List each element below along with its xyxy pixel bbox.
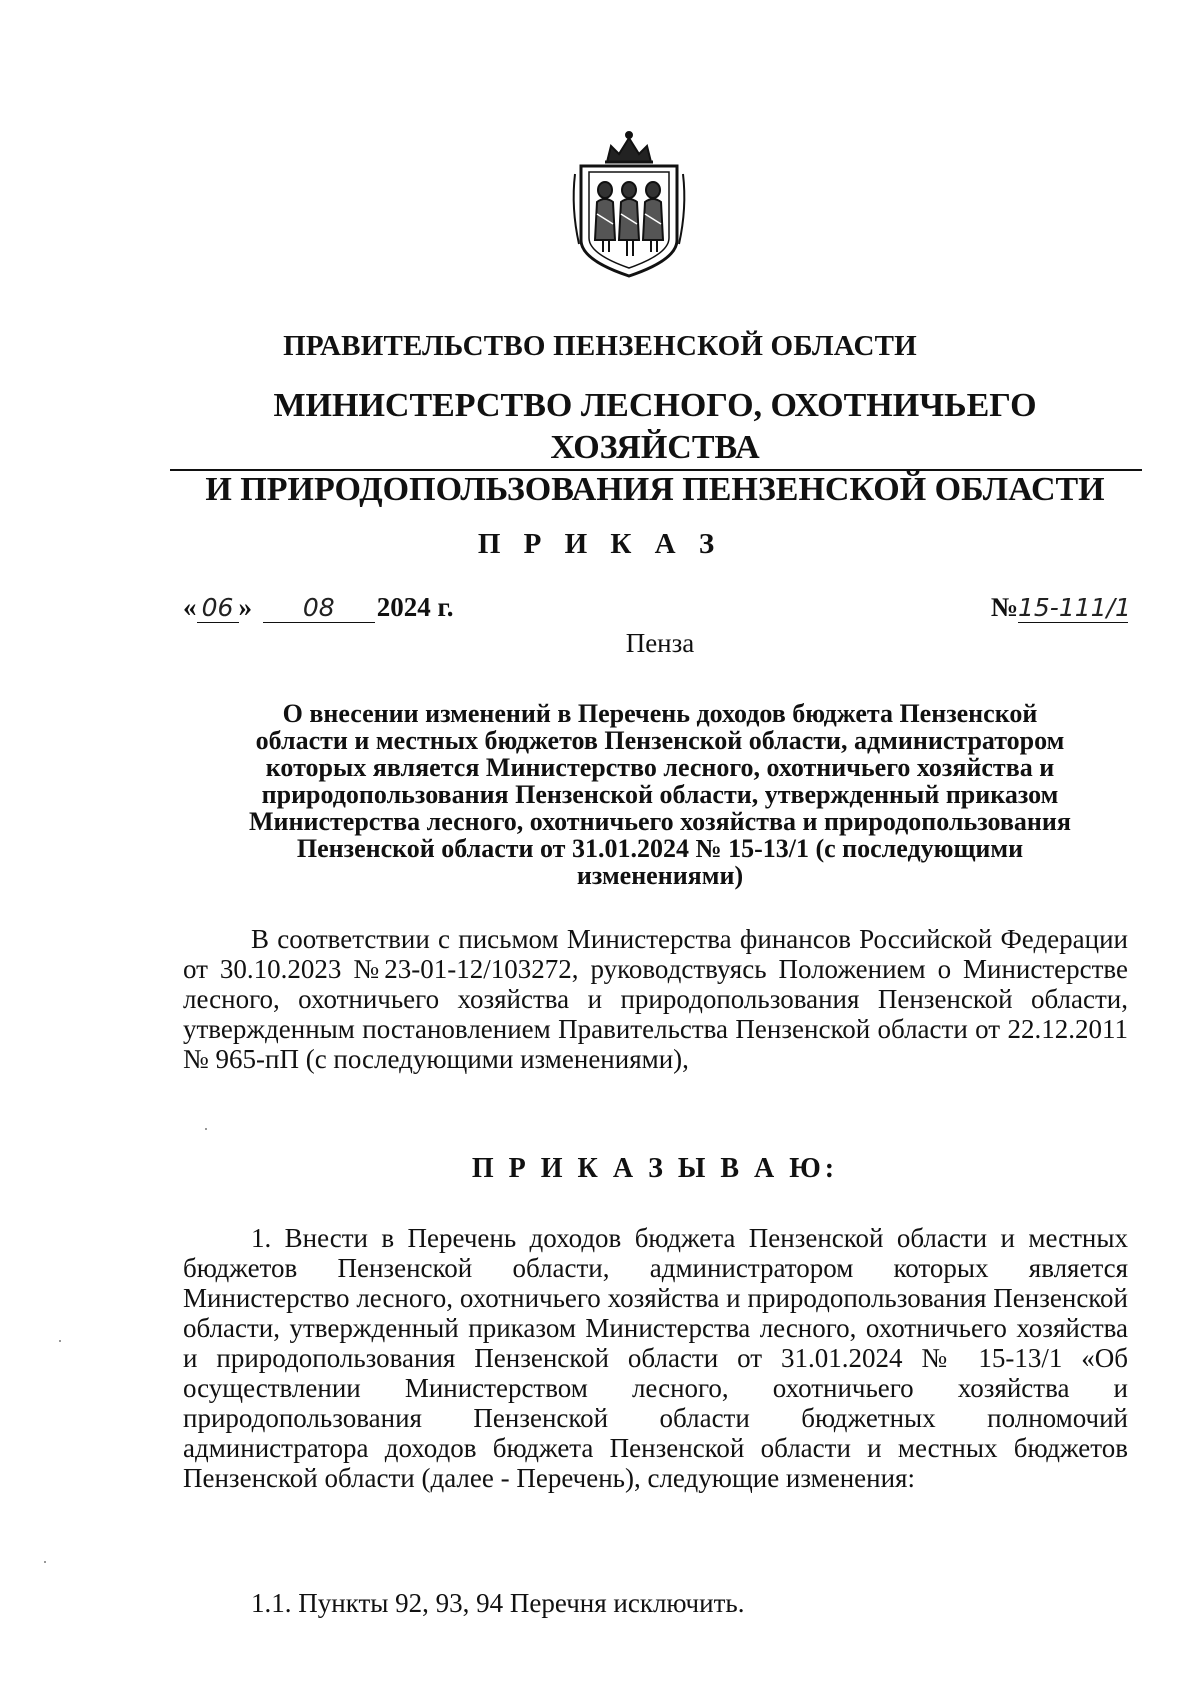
subject-line: области и местных бюджетов Пензенской области, администратором xyxy=(255,726,1065,755)
ministry-title-line-1: МИНИСТЕРСТВО ЛЕСНОГО, ОХОТНИЧЬЕГО ХОЗЯЙСТВА xyxy=(273,387,1037,466)
ministry-title-line-2: И ПРИРОДОПОЛЬЗОВАНИЯ ПЕНЗЕНСКОЙ ОБЛАСТИ xyxy=(205,471,1105,508)
subject-line: Министерства лесного, охотничьего хозяйства и природопользования xyxy=(249,807,1071,836)
document-subject xyxy=(185,700,1135,889)
subject-line: О внесении изменений в Перечень доходов бюджета Пензенской xyxy=(282,699,1038,728)
document-number-label: № xyxy=(990,592,1018,622)
order-item-1-1: 1.1. Пункты 92, 93, 94 Перечня исключить. xyxy=(251,1588,745,1618)
subject-line: которых является Министерство лесного, охотничьего хозяйства и xyxy=(265,753,1055,782)
scan-speck xyxy=(59,1340,61,1342)
ministry-title xyxy=(170,385,1140,511)
document-number xyxy=(990,592,1131,623)
government-title: ПРАВИТЕЛЬСТВО ПЕНЗЕНСКОЙ ОБЛАСТИ xyxy=(283,330,917,362)
order-item-1: 1. Внести в Перечень доходов бюджета Пензенской области и местных бюджетов Пензенской области, администратором которых является Министерство лесного, охотничьего хозяйства и природопользования Пензенской области, утвержденный приказом Министерства лесного, охотничьего хозяйства и природопользования Пензенской области от 31.01.2024 № 15-13/1 «Об осуществлении Министерством лесного, охотничьего хозяйства и природопользования Пензенской области бюджетных полномочий администратора доходов бюджета Пензенской области и местных бюджетов Пензенской области (далее - Перечень), следующие изменения: xyxy=(183,1223,1128,1493)
scan-speck xyxy=(205,1128,207,1130)
date-open-quote: « xyxy=(183,592,197,622)
header-divider xyxy=(170,469,1142,471)
subject-line: природопользования Пензенской области, утвержденный приказом xyxy=(261,780,1059,809)
document-number-value: 15-111/1 xyxy=(1018,593,1131,622)
document-type-heading: П Р И К А З xyxy=(477,528,723,560)
document-number-field xyxy=(1018,593,1131,623)
order-heading: П Р И К А З Ы В А Ю: xyxy=(471,1153,839,1184)
date-day-field xyxy=(197,593,239,623)
scan-speck xyxy=(44,1561,46,1563)
preamble-paragraph: В соответствии с письмом Министерства финансов Российской Федерации от 30.10.2023 №23-01-12/103272, руководствуясь Положением о Министерстве лесного, охотничьего хозяйства и природопользования Пензенской области, утвержденным постановлением Правительства Пензенской области от 22.12.2011 № 965-пП (с последующими изменениями), xyxy=(183,924,1128,1074)
subject-line: изменениями) xyxy=(576,861,744,890)
document-date xyxy=(183,592,453,623)
date-close-quote: » xyxy=(238,592,252,622)
coat-of-arms-icon xyxy=(567,128,691,280)
date-month-field xyxy=(263,593,375,623)
subject-line: Пензенской области от 31.01.2024 № 15-13/1 (с последующими xyxy=(296,834,1024,863)
document-city: Пенза xyxy=(625,628,695,658)
date-day: 06 xyxy=(201,593,234,622)
date-month: 08 xyxy=(302,593,335,622)
date-year: 2024 г. xyxy=(376,592,454,622)
